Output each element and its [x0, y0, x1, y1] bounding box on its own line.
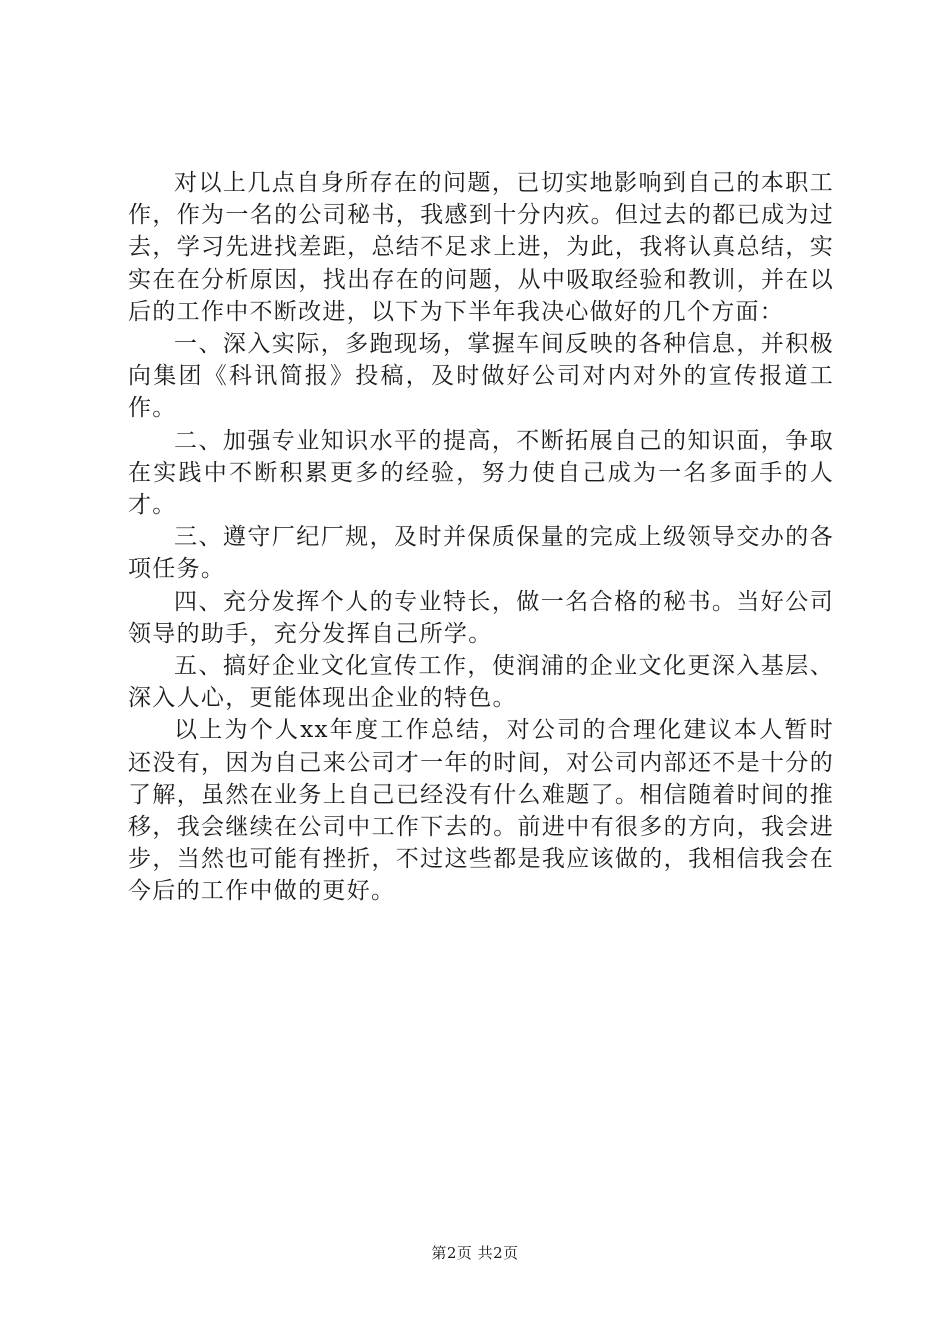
page-number-label: 第2页 共2页	[431, 1244, 519, 1262]
paragraph-item-1: 一、深入实际，多跑现场，掌握车间反映的各种信息，并积极向集团《科讯简报》投稿，及时做好公司对内对外的宣传报道工作。	[128, 331, 834, 422]
paragraph-item-3: 三、遵守厂纪厂规，及时并保质保量的完成上级领导交办的各项任务。	[128, 524, 834, 583]
paragraph-item-5: 五、搞好企业文化宣传工作，使润浦的企业文化更深入基层、深入人心，更能体现出企业的特色。	[128, 653, 834, 712]
document-body	[128, 167, 834, 908]
paragraph-conclusion: 以上为个人xx年度工作总结，对公司的合理化建议本人暂时还没有，因为自己来公司才一年的时间，对公司内部还不是十分的了解，虽然在业务上自己已经没有什么难题了。相信随着时间的推移，我会继续在公司中工作下去的。前进中有很多的方向，我会进步，当然也可能有挫折，不过这些都是我应该做的，我相信我会在今后的工作中做的更好。	[128, 717, 834, 905]
page-footer	[0, 1243, 950, 1263]
paragraph-item-2: 二、加强专业知识水平的提高，不断拓展自己的知识面，争取在实践中不断积累更多的经验，努力使自己成为一名多面手的人才。	[128, 427, 834, 519]
paragraph-item-4: 四、充分发挥个人的专业特长，做一名合格的秘书。当好公司领导的助手，充分发挥自己所学。	[128, 588, 834, 647]
paragraph-intro: 对以上几点自身所存在的问题，已切实地影响到自己的本职工作，作为一名的公司秘书，我感到十分内疚。但过去的都已成为过去，学习先进找差距，总结不足求上进，为此，我将认真总结，实实在在分析原因，找出存在的问题，从中吸取经验和教训，并在以后的工作中不断改进，以下为下半年我决心做好的几个方面：	[128, 170, 834, 325]
